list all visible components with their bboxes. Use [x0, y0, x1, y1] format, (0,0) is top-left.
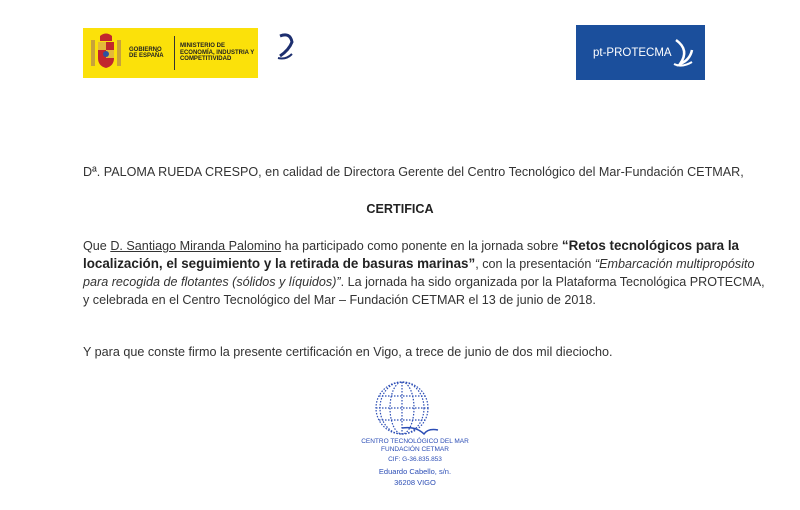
ribbon-logo-icon: [274, 30, 296, 76]
event-title-end: localización, el seguimiento y la retirada de basuras marinas”: [83, 256, 476, 271]
spanish-coat-of-arms-icon: [89, 32, 123, 74]
body-line-3: [83, 273, 765, 291]
body-text-segment: , con la presentación: [475, 257, 595, 271]
gobierno-espana-logo: [83, 28, 258, 78]
body-text-segment: Que: [83, 239, 111, 253]
presentation-title-start: “Embarcación multipropósito: [594, 257, 755, 271]
protecma-text: pt-PROTECMA: [593, 47, 672, 59]
speaker-name: D. Santiago Miranda Palomino: [110, 239, 282, 253]
closing-paragraph: Y para que conste firmo la presente certificación en Vigo, a trece de junio de dos mil dieciocho.: [83, 345, 613, 359]
certifica-heading: CERTIFICA: [366, 202, 434, 216]
event-title-start: “Retos tecnológicos para la: [561, 238, 739, 253]
cetmar-stamp: [340, 378, 480, 506]
body-line-2: [83, 255, 755, 273]
stamp-line-3: CIF: G-36.835.853: [388, 456, 442, 463]
protecma-logo: [576, 25, 705, 80]
stamp-line-2: FUNDACIÓN CETMAR: [381, 446, 449, 453]
certificate-body: [83, 237, 765, 309]
intro-paragraph: Dª. PALOMA RUEDA CRESPO, en calidad de Directora Gerente del Centro Tecnológico del Mar-Fundación CETMAR,: [83, 165, 744, 179]
body-text-segment: ha participado como ponente en la jornada sobre: [281, 239, 562, 253]
stamp-line-1: CENTRO TECNOLÓGICO DEL MAR: [361, 438, 469, 445]
body-line-4: y celebrada en el Centro Tecnológico del Mar – Fundación CETMAR el 13 de junio de 2018.: [83, 293, 596, 307]
stamp-line-5: 36208 VIGO: [394, 478, 436, 487]
protecma-sail-icon: [668, 36, 698, 70]
presentation-title-end: para recogida de flotantes (sólidos y líquidos)”: [83, 275, 341, 289]
gobierno-text: GOBIERNO DE ESPAÑA: [129, 46, 164, 59]
ministerio-text: MINISTERIO DE ECONOMÍA, INDUSTRIA Y COMPETITIVIDAD: [179, 43, 255, 63]
cetmar-globe-seal-icon: [372, 378, 442, 440]
stamp-line-4: Eduardo Cabello, s/n.: [378, 467, 452, 476]
body-text-segment: . La jornada ha sido organizada por la Plataforma Tecnológica PROTECMA,: [340, 275, 765, 289]
body-line-1: [83, 237, 739, 255]
logo-divider: [174, 36, 175, 70]
